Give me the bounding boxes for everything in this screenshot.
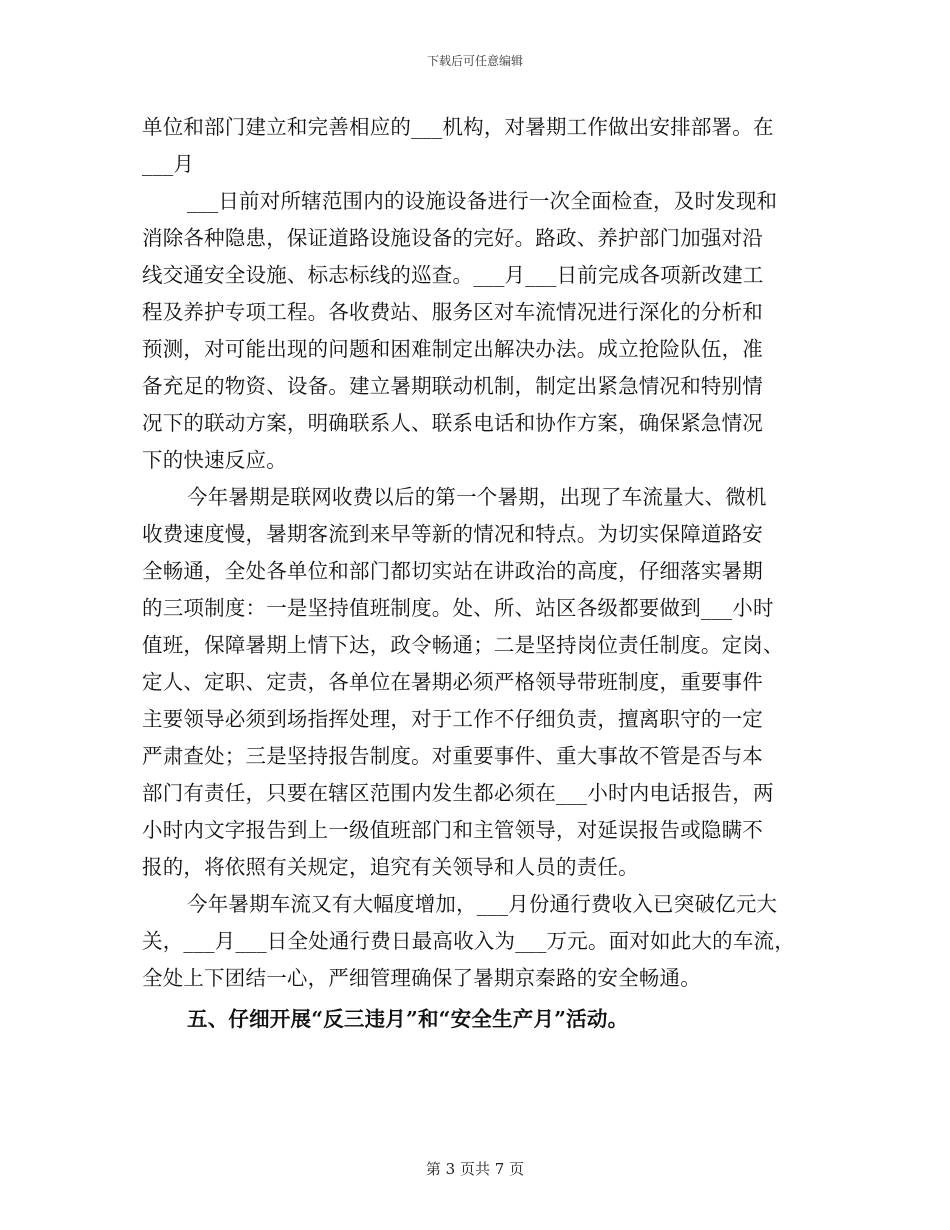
body-line: 今年暑期是联网收费以后的第一个暑期，出现了车流量大、微机 [187, 485, 767, 509]
body-line: 单位和部门建立和完善相应的___机构，对暑期工作做出安排部署。在 [142, 115, 774, 139]
body-line: 下的快速反应。 [142, 448, 287, 472]
body-line: ___月 [142, 152, 195, 176]
body-line: 主要领导必须到场指挥处理，对于工作不仔细负责，擅离职守的一定 [142, 707, 763, 731]
body-line: 全处上下团结一心，严细管理确保了暑期京秦路的安全畅通。 [142, 966, 701, 990]
body-line: 关，___月___日全处通行费日最高收入为___万元。面对如此大的车流， [142, 929, 795, 953]
body-line: 消除各种隐患，保证道路设施设备的完好。路政、养护部门加强对沿 [142, 226, 763, 250]
body-line: ___日前对所辖范围内的设施设备进行一次全面检查，及时发现和 [187, 189, 778, 213]
body-line: 小时内文字报告到上一级值班部门和主管领导，对延误报告或隐瞒不 [142, 818, 763, 842]
body-line: 收费速度慢，暑期客流到来早等新的情况和特点。为切实保障道路安 [142, 522, 763, 546]
body-line: 线交通安全设施、标志标线的巡查。___月___日前完成各项新改建工 [142, 263, 764, 287]
body-line: 全畅通，全处各单位和部门都切实站在讲政治的高度，仔细落实暑期 [142, 559, 763, 583]
body-line: 程及养护专项工程。各收费站、服务区对车流情况进行深化的分析和 [142, 300, 763, 324]
body-line: 值班，保障暑期上情下达，政令畅通；二是坚持岗位责任制度。定岗、 [142, 633, 784, 657]
body-line: 备充足的物资、设备。建立暑期联动机制，制定出紧急情况和特别情 [142, 374, 763, 398]
body-line: 的三项制度：一是坚持值班制度。处、所、站区各级都要做到___小时 [142, 596, 774, 620]
section-heading: 五、仔细开展“反三违月”和“安全生产月”活动。 [187, 1007, 629, 1031]
body-line: 预测，对可能出现的问题和困难制定出解决办法。成立抢险队伍，准 [142, 337, 763, 361]
body-line: 今年暑期车流又有大幅度增加，___月份通行费收入已突破亿元大 [187, 892, 778, 916]
body-line: 报的，将依照有关规定，追究有关领导和人员的责任。 [142, 855, 639, 879]
page-footer: 第 3 页共 7 页 [425, 1160, 525, 1178]
page-header: 下载后可任意编辑 [426, 54, 523, 68]
body-line: 部门有责任，只要在辖区范围内发生都必须在___小时内电话报告，两 [142, 781, 774, 805]
body-line: 严肃查处；三是坚持报告制度。对重要事件、重大事故不管是否与本 [142, 744, 763, 768]
body-line: 定人、定职、定责，各单位在暑期必须严格领导带班制度，重要事件 [142, 670, 763, 694]
body-line: 况下的联动方案，明确联系人、联系电话和协作方案，确保紧急情况 [142, 411, 763, 435]
